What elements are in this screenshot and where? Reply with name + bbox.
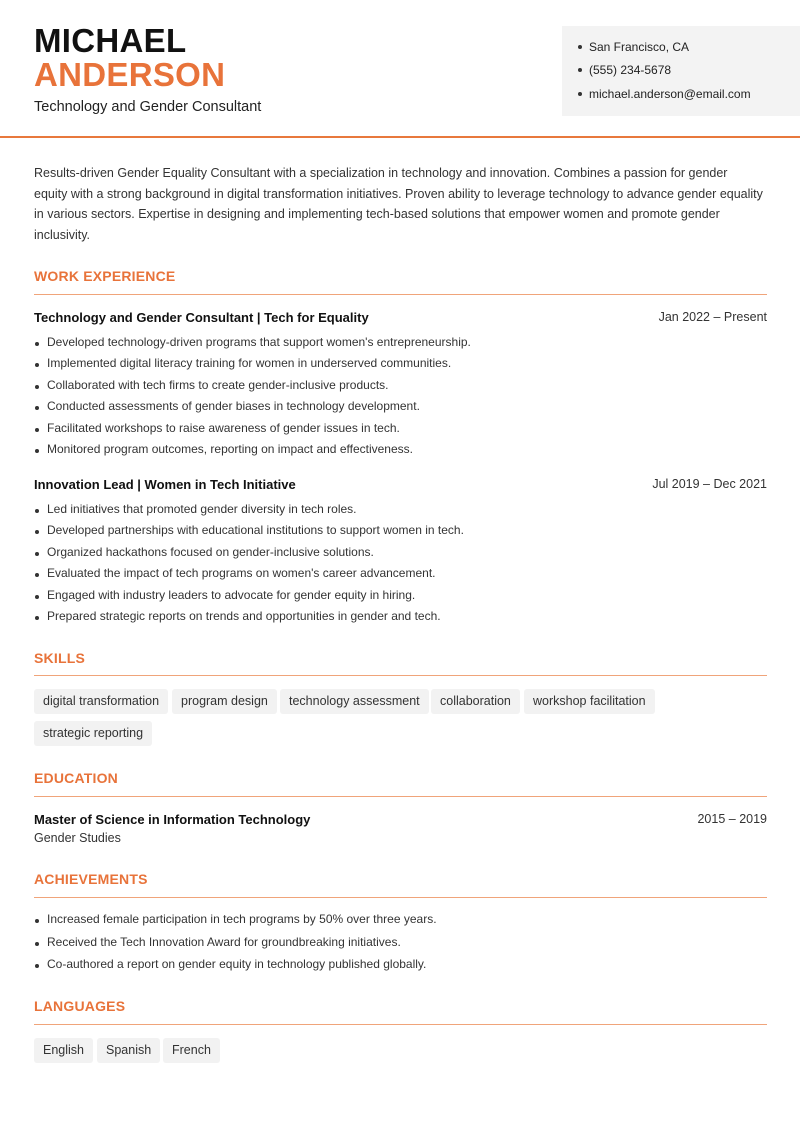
skill-tag: collaboration [431, 689, 520, 714]
bullet-dot-icon [35, 509, 39, 513]
bullet-dot-icon [35, 342, 39, 346]
education-dates: 2015 – 2019 [697, 812, 767, 826]
list-item: Co-authored a report on gender equity in technology published globally. [34, 957, 764, 980]
bullet-dot-icon [35, 595, 39, 599]
skill-tag: strategic reporting [34, 721, 152, 746]
list-item: Prepared strategic reports on trends and opportunities in gender and tech. [34, 609, 764, 630]
job-bullets-2 [34, 502, 764, 630]
resume-header [0, 0, 800, 138]
list-item: Engaged with industry leaders to advocate for gender equity in hiring. [34, 588, 764, 609]
job-title-1: Technology and Gender Consultant | Tech for Equality [34, 310, 369, 325]
skill-tag: digital transformation [34, 689, 168, 714]
bullet-dot-icon [578, 68, 582, 72]
bullet-dot-icon [578, 45, 582, 49]
bullet-dot-icon [35, 385, 39, 389]
list-item: Facilitated workshops to raise awareness of gender issues in tech. [34, 421, 764, 442]
bullet-dot-icon [35, 428, 39, 432]
bullet-dot-icon [35, 964, 39, 968]
last-name: ANDERSON [34, 56, 226, 93]
job-dates-1: Jan 2022 – Present [658, 310, 767, 324]
bullet-dot-icon [35, 573, 39, 577]
list-item: Organized hackathons focused on gender-inclusive solutions. [34, 545, 764, 566]
section-title-languages: LANGUAGES [34, 998, 126, 1014]
bullet-dot-icon [35, 530, 39, 534]
achievements-list [34, 912, 764, 980]
first-name: MICHAEL [34, 22, 187, 59]
language-tag: English [34, 1038, 93, 1063]
job-headline: Technology and Gender Consultant [34, 99, 262, 115]
education-degree: Master of Science in Information Technology [34, 812, 311, 827]
bullet-dot-icon [35, 552, 39, 556]
skill-tag: technology assessment [280, 689, 429, 714]
job-dates-2: Jul 2019 – Dec 2021 [652, 477, 767, 491]
bullet-dot-icon [35, 942, 39, 946]
bullet-dot-icon [35, 449, 39, 453]
list-item: Monitored program outcomes, reporting on impact and effectiveness. [34, 442, 764, 463]
list-item: Increased female participation in tech programs by 50% over three years. [34, 912, 764, 935]
language-tag: Spanish [97, 1038, 160, 1063]
contact-location: San Francisco, CA [578, 40, 689, 54]
list-item: Evaluated the impact of tech programs on women's career advancement. [34, 566, 764, 587]
bullet-dot-icon [35, 616, 39, 620]
list-item: Conducted assessments of gender biases in technology development. [34, 399, 764, 420]
list-item: Led initiatives that promoted gender diversity in tech roles. [34, 502, 764, 523]
section-title-achievements: ACHIEVEMENTS [34, 871, 148, 887]
section-divider [34, 675, 767, 676]
list-item: Developed partnerships with educational institutions to support women in tech. [34, 523, 764, 544]
list-item: Implemented digital literacy training for women in underserved communities. [34, 356, 764, 377]
education-field: Gender Studies [34, 831, 121, 845]
bullet-dot-icon [35, 919, 39, 923]
job-bullets-1 [34, 335, 764, 463]
section-divider [34, 294, 767, 295]
list-item: Received the Tech Innovation Award for groundbreaking initiatives. [34, 935, 764, 958]
language-tag: French [163, 1038, 220, 1063]
section-divider [34, 1024, 767, 1025]
list-item: Collaborated with tech firms to create gender-inclusive products. [34, 378, 764, 399]
contact-phone: (555) 234-5678 [578, 63, 671, 77]
skill-tag: workshop facilitation [524, 689, 655, 714]
professional-summary: Results-driven Gender Equality Consultant with a specialization in technology and innovation. Combines a passion for gender equity with a strong background in digital transformation initiatives. Proven ability to leverage technology to advance gender equality in various sectors. Expertise in designing and implementing tech-based solutions that empower women and promote gender inclusivity. [34, 166, 763, 242]
section-title-skills: SKILLS [34, 650, 85, 666]
skill-tag: program design [172, 689, 277, 714]
bullet-dot-icon [35, 363, 39, 367]
section-divider [34, 897, 767, 898]
job-title-2: Innovation Lead | Women in Tech Initiative [34, 477, 296, 492]
contact-box [562, 26, 800, 116]
contact-email[interactable]: michael.anderson@email.com [578, 87, 751, 101]
section-title-education: EDUCATION [34, 770, 118, 786]
section-title-work-experience: WORK EXPERIENCE [34, 268, 176, 284]
section-divider [34, 796, 767, 797]
bullet-dot-icon [35, 406, 39, 410]
list-item: Developed technology-driven programs that support women's entrepreneurship. [34, 335, 764, 356]
bullet-dot-icon [578, 92, 582, 96]
